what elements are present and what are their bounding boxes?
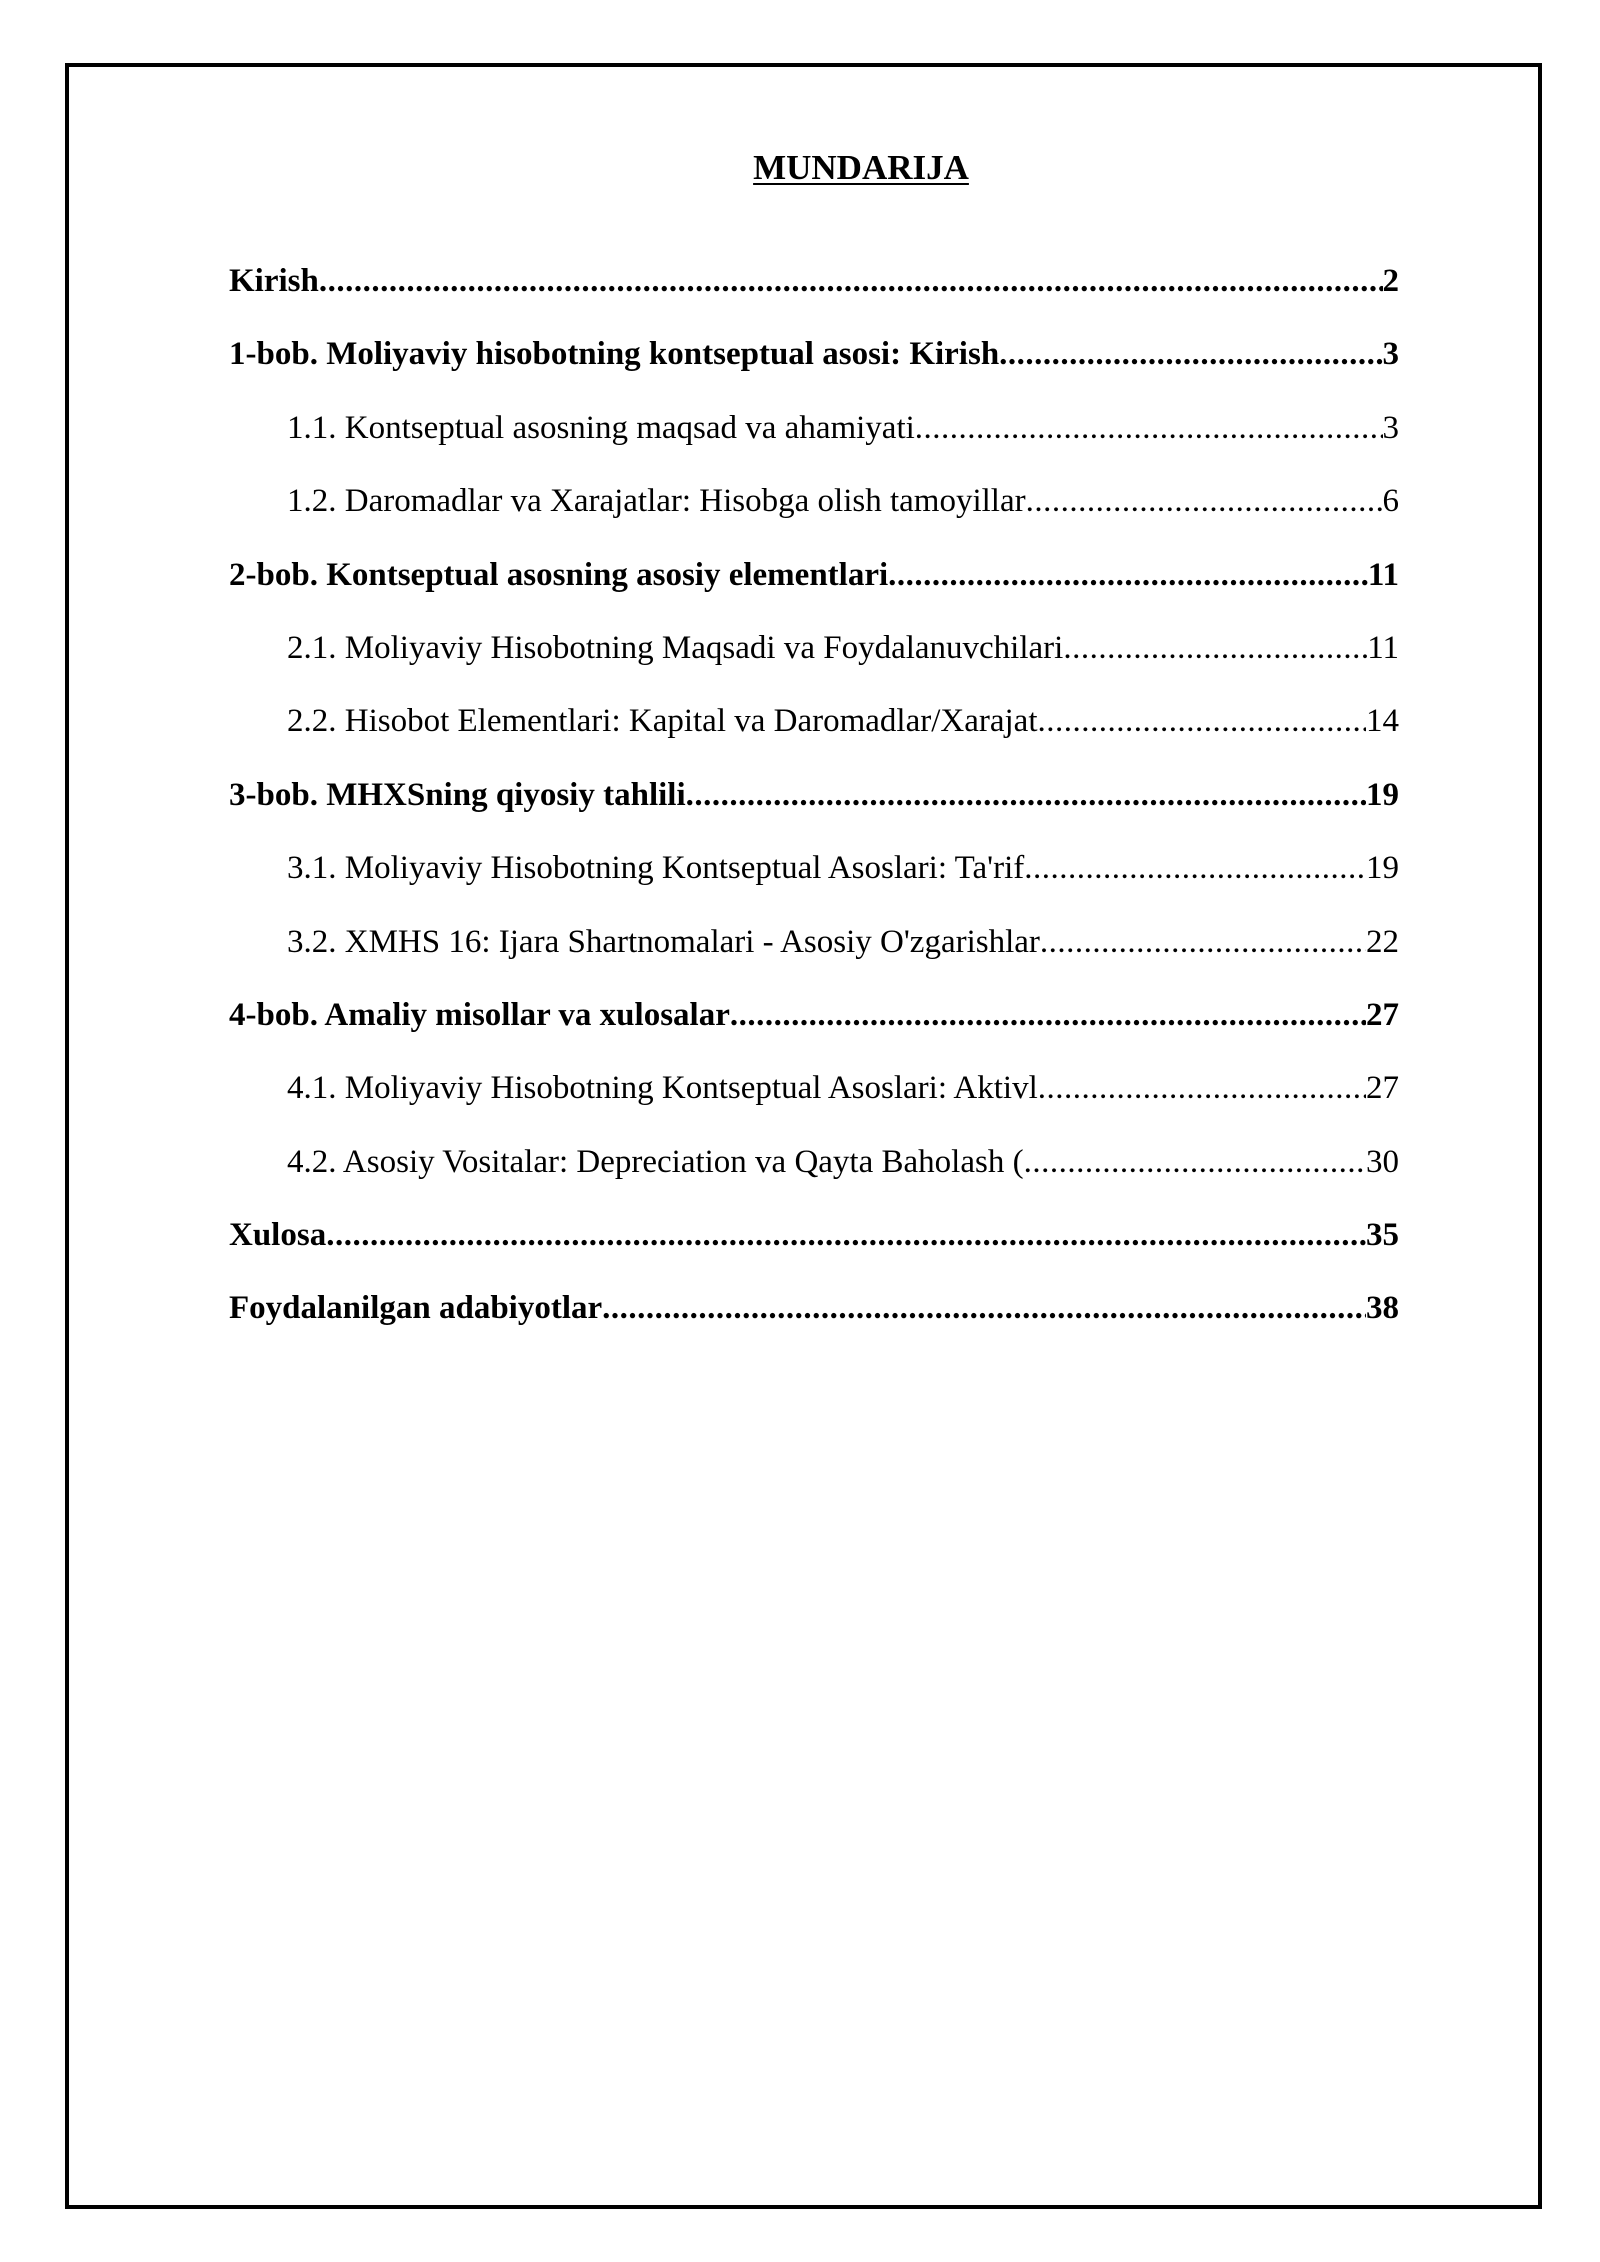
toc-entry-label: 1.2. Daromadlar va Xarajatlar: Hisobga olish tamoyillar xyxy=(287,485,1026,520)
toc-page-number: 2 xyxy=(1382,265,1399,299)
toc-dot-leader xyxy=(1063,632,1367,665)
toc-dot-leader xyxy=(888,559,1368,592)
toc-entry-label: 1.1. Kontseptual asosning maqsad va ahamiyati xyxy=(287,411,915,446)
toc-entry-label: 3.2. XMHS 16: Ijara Shartnomalari - Asosiy O'zgarishlar xyxy=(287,925,1040,960)
toc-chapter-entry[interactable] xyxy=(229,265,1399,338)
toc-section-entry[interactable] xyxy=(229,926,1399,999)
toc-page-number: 30 xyxy=(1366,1145,1399,1180)
toc-page-number: 14 xyxy=(1366,705,1399,740)
toc-entry-label: Kirish xyxy=(229,265,319,299)
toc-entry-label: Foydalanilgan adabiyotlar xyxy=(229,1292,603,1327)
toc-section-entry[interactable] xyxy=(229,412,1399,485)
toc-section-entry[interactable] xyxy=(229,1146,1399,1219)
toc-page-number: 22 xyxy=(1366,925,1399,960)
table-of-contents xyxy=(229,265,1399,1366)
toc-page-number: 6 xyxy=(1382,485,1399,520)
toc-section-entry[interactable] xyxy=(229,1072,1399,1145)
toc-section-entry[interactable] xyxy=(229,485,1399,558)
toc-section-entry[interactable] xyxy=(229,852,1399,925)
toc-dot-leader xyxy=(730,999,1366,1032)
toc-entry-label: 2.2. Hisobot Elementlari: Kapital va Daromadlar/Xarajat xyxy=(287,705,1038,740)
toc-page-number: 27 xyxy=(1366,998,1399,1033)
toc-chapter-entry[interactable] xyxy=(229,779,1399,852)
toc-page-number: 11 xyxy=(1367,558,1399,593)
toc-chapter-entry[interactable] xyxy=(229,999,1399,1072)
toc-entry-label: Xulosa xyxy=(229,1219,327,1254)
toc-page-number: 3 xyxy=(1382,338,1399,373)
toc-entry-label: 2.1. Moliyaviy Hisobotning Maqsadi va Foydalanuvchilari xyxy=(287,631,1064,666)
toc-entry-label: 3-bob. MHXSning qiyosiy tahlili xyxy=(229,778,686,813)
toc-dot-leader xyxy=(319,265,1383,298)
toc-section-entry[interactable] xyxy=(229,632,1399,705)
toc-title: MUNDARIJA xyxy=(753,148,969,187)
toc-dot-leader xyxy=(1038,1072,1366,1105)
toc-page-number: 35 xyxy=(1366,1219,1399,1254)
toc-chapter-entry[interactable] xyxy=(229,338,1399,411)
toc-dot-leader xyxy=(1024,1146,1366,1179)
toc-dot-leader xyxy=(1038,705,1367,738)
toc-page-number: 3 xyxy=(1382,411,1399,446)
toc-page-number: 11 xyxy=(1367,631,1399,666)
toc-chapter-entry[interactable] xyxy=(229,1219,1399,1292)
toc-entry-label: 4-bob. Amaliy misollar va xulosalar xyxy=(229,998,730,1033)
toc-section-entry[interactable] xyxy=(229,705,1399,778)
toc-dot-leader xyxy=(1024,852,1366,885)
toc-entry-label: 3.1. Moliyaviy Hisobotning Kontseptual Asoslari: Ta'rif xyxy=(287,852,1025,887)
toc-dot-leader xyxy=(999,338,1382,371)
toc-entry-label: 2-bob. Kontseptual asosning asosiy elementlari xyxy=(229,558,889,593)
toc-dot-leader xyxy=(686,779,1366,812)
toc-entry-label: 1-bob. Moliyaviy hisobotning kontseptual asosi: Kirish xyxy=(229,338,1000,373)
toc-entry-label: 4.2. Asosiy Vositalar: Depreciation va Qayta Baholash ( xyxy=(287,1145,1024,1180)
toc-entry-label: 4.1. Moliyaviy Hisobotning Kontseptual Asoslari: Aktivl xyxy=(287,1072,1038,1107)
toc-page-number: 19 xyxy=(1366,852,1399,887)
toc-dot-leader xyxy=(326,1219,1366,1252)
toc-chapter-entry[interactable] xyxy=(229,1292,1399,1365)
toc-dot-leader xyxy=(1040,926,1366,959)
toc-chapter-entry[interactable] xyxy=(229,559,1399,632)
toc-page-number: 27 xyxy=(1366,1072,1399,1107)
toc-page-number: 38 xyxy=(1366,1292,1399,1327)
toc-dot-leader xyxy=(1026,485,1383,518)
toc-page-number: 19 xyxy=(1366,778,1399,813)
toc-dot-leader xyxy=(915,412,1383,445)
toc-dot-leader xyxy=(602,1292,1366,1325)
